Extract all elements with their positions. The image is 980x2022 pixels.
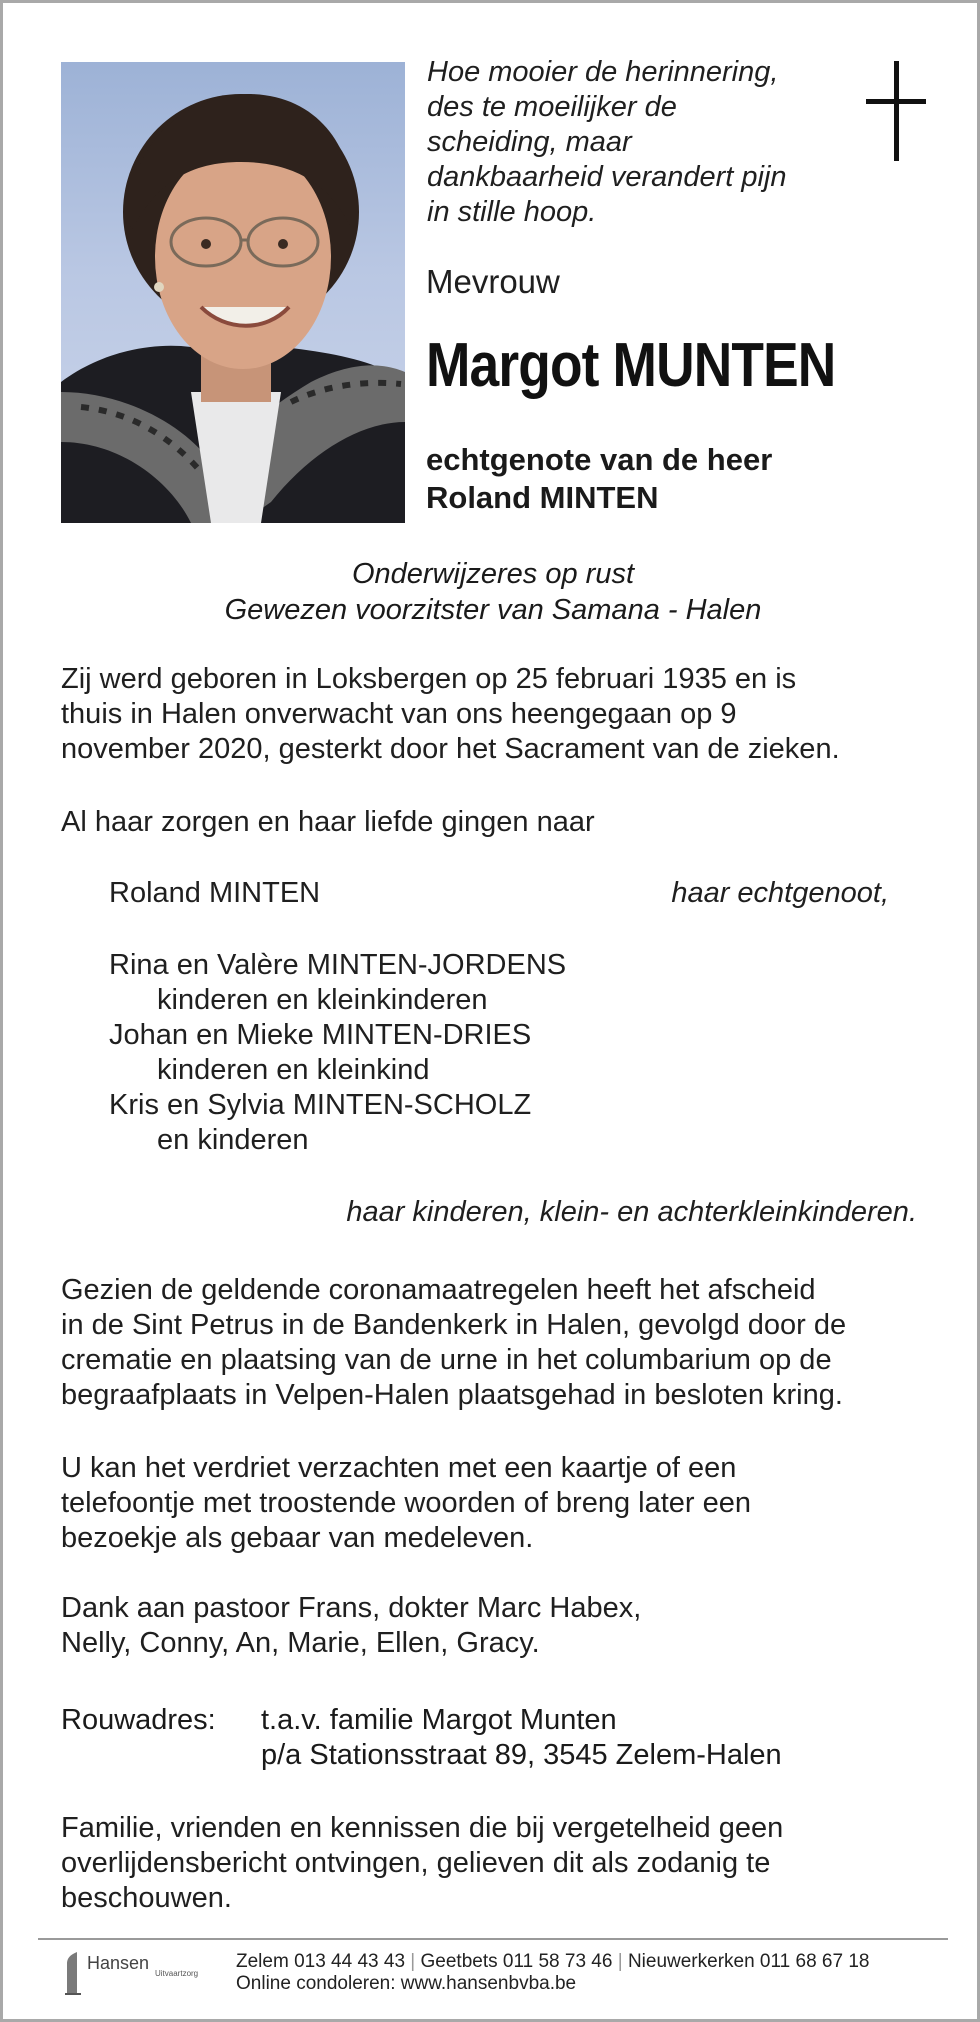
logo-mark-icon xyxy=(63,1950,83,1996)
title-line: Gewezen voorzitster van Samana - Halen xyxy=(224,594,762,626)
address-label: Rouwadres: xyxy=(61,1704,216,1736)
deceased-name: Margot MUNTEN xyxy=(426,331,836,400)
child-family-name: Kris en Sylvia MINTEN-SCHOLZ xyxy=(109,1089,532,1121)
paragraph-line: beschouwen. xyxy=(61,1882,232,1914)
child-family-sub: en kinderen xyxy=(157,1124,309,1156)
title-line: Onderwijzeres op rust xyxy=(351,558,635,590)
paragraph-line: telefoontje met troostende woorden of breng later een xyxy=(61,1487,752,1519)
paragraph-line: bezoekje als gebaar van medeleven. xyxy=(61,1522,534,1554)
paragraph-line: crematie en plaatsing van de urne in het columbarium op de xyxy=(61,1344,832,1376)
birth-paragraph xyxy=(61,662,941,767)
honorific: Mevrouw xyxy=(426,263,560,300)
online-condolence-link[interactable]: Online condoleren: www.hansenbvba.be xyxy=(236,1973,577,1994)
paragraph-line: Familie, vrienden en kennissen die bij vergetelheid geen xyxy=(61,1812,784,1844)
paragraph-line: in de Sint Petrus in de Bandenkerk in Halen, gevolgd door de xyxy=(61,1309,847,1341)
children-relation: haar kinderen, klein- en achterkleinkinderen. xyxy=(346,1196,917,1228)
child-family-sub: kinderen en kleinkind xyxy=(157,1054,430,1086)
husband-name: Roland MINTEN xyxy=(109,877,321,909)
paragraph-line: november 2020, gesterkt door het Sacrament van de zieken. xyxy=(61,733,840,765)
portrait-photo xyxy=(61,62,405,523)
spouse-line: echtgenote van de heer xyxy=(426,442,773,477)
child-family-sub: kinderen en kleinkinderen xyxy=(157,984,488,1016)
logo-subtitle: Uitvaartzorg xyxy=(155,1969,199,1978)
poem-line: dankbaarheid verandert pijn xyxy=(427,161,787,193)
child-family-name: Rina en Valère MINTEN-JORDENS xyxy=(109,949,567,981)
thanks-paragraph xyxy=(61,1591,941,1661)
phone-nieuwerkerken: Nieuwerkerken 011 68 67 18 xyxy=(627,1951,870,1972)
poem-line: in stille hoop. xyxy=(427,196,597,228)
farewell-paragraph xyxy=(61,1273,941,1413)
logo-name: Hansen xyxy=(87,1953,150,1973)
separator: | xyxy=(617,1951,623,1972)
cross-icon xyxy=(866,61,926,163)
paragraph-line: begraafplaats in Velpen-Halen plaatsgehad in besloten kring. xyxy=(61,1379,843,1411)
child-family-name: Johan en Mieke MINTEN-DRIES xyxy=(109,1019,532,1051)
husband-relation: haar echtgenoot, xyxy=(671,877,889,909)
spouse-name: Roland MINTEN xyxy=(426,480,659,515)
family-intro: Al haar zorgen en haar liefde gingen naar xyxy=(61,806,595,838)
paragraph-line: Gezien de geldende coronamaatregelen heeft het afscheid xyxy=(61,1274,816,1306)
paragraph-line: Nelly, Conny, An, Marie, Ellen, Gracy. xyxy=(61,1627,540,1659)
memorial-poem xyxy=(427,55,837,230)
funeral-home-logo xyxy=(63,1948,203,2000)
mourning-address xyxy=(261,1703,782,1773)
phone-geetbets: Geetbets 011 58 73 46 xyxy=(420,1951,613,1972)
footer-divider xyxy=(38,1938,948,1940)
funeral-home-contact xyxy=(236,1951,869,1995)
poem-line: scheiding, maar xyxy=(427,126,632,158)
address-line: p/a Stationsstraat 89, 3545 Zelem-Halen xyxy=(261,1739,782,1771)
paragraph-line: Dank aan pastoor Frans, dokter Marc Habex, xyxy=(61,1592,642,1624)
address-line: t.a.v. familie Margot Munten xyxy=(261,1704,617,1736)
paragraph-line: Zij werd geboren in Loksbergen op 25 februari 1935 en is xyxy=(61,663,797,695)
professional-titles xyxy=(3,556,980,628)
condolence-paragraph xyxy=(61,1451,941,1556)
spouse-info xyxy=(426,441,772,517)
poem-line: des te moeilijker de xyxy=(427,91,677,123)
phone-numbers xyxy=(236,1951,869,1973)
paragraph-line: overlijdensbericht ontvingen, gelieven dit als zodanig te xyxy=(61,1847,771,1879)
phone-zelem: Zelem 013 44 43 43 xyxy=(236,1951,406,1972)
notice-paragraph xyxy=(61,1811,941,1916)
paragraph-line: U kan het verdriet verzachten met een kaartje of een xyxy=(61,1452,737,1484)
paragraph-line: thuis in Halen onverwacht van ons heengegaan op 9 xyxy=(61,698,737,730)
poem-line: Hoe mooier de herinnering, xyxy=(427,56,779,88)
separator: | xyxy=(410,1951,416,1972)
